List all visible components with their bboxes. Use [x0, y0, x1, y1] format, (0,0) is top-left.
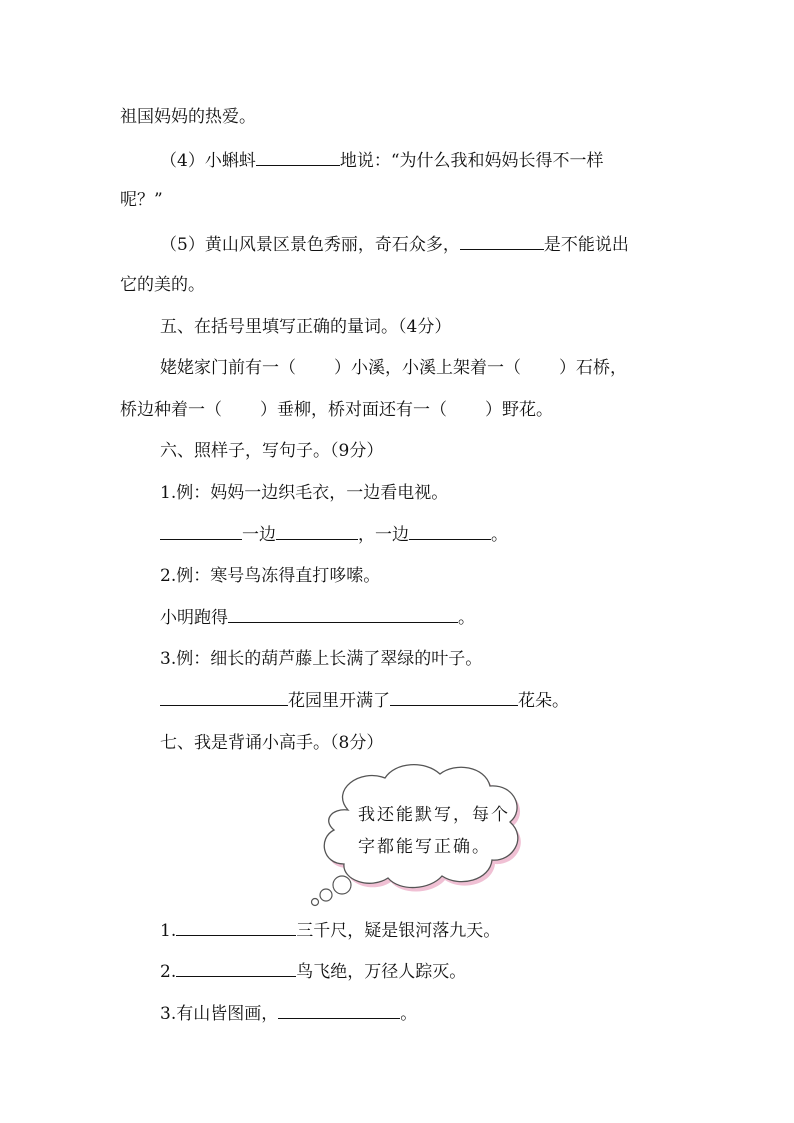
- sentence-part: ）野花。: [485, 400, 553, 420]
- sentence-part: ）小溪，小溪上架着一（: [334, 358, 521, 378]
- answer-3: [160, 689, 569, 712]
- answer-1-text: ，一边: [358, 525, 409, 545]
- section-5-sentence-1: [160, 357, 627, 379]
- poem-question-1-blank[interactable]: [176, 919, 296, 936]
- poem-question-1-text: 三千尺，疑是银河落九天。: [296, 921, 501, 941]
- question-5-blank[interactable]: [460, 233, 544, 250]
- answer-2-text: 小明跑得: [160, 608, 228, 628]
- poem-question-2-text: 鸟飞绝，万径人踪灭。: [296, 962, 467, 982]
- poem-question-2-blank[interactable]: [176, 960, 296, 977]
- poem-question-3-blank[interactable]: [278, 1002, 400, 1019]
- question-4-label: （4）小蝌蚪: [160, 151, 256, 171]
- question-4: [160, 149, 604, 172]
- answer-1: [160, 523, 508, 546]
- answer-2-text: 。: [458, 608, 475, 628]
- poem-question-2-number: 2.: [160, 962, 177, 982]
- section-7-title: 七、我是背诵小高手。（8分）: [160, 733, 384, 753]
- example-3: 3.例：细长的葫芦藤上长满了翠绿的叶子。: [160, 649, 483, 669]
- answer-2-blank[interactable]: [228, 606, 458, 623]
- poem-question-1-number: 1.: [160, 921, 177, 941]
- answer-1-text: 一边: [242, 525, 276, 545]
- answer-3-text: 花园里开满了: [288, 691, 390, 711]
- answer-1-blank-3[interactable]: [409, 523, 491, 540]
- answer-1-text: 。: [491, 525, 508, 545]
- answer-1-blank-2[interactable]: [276, 523, 358, 540]
- poem-question-2: [160, 960, 466, 983]
- example-2: 2.例：寒号鸟冻得直打哆嗦。: [160, 566, 381, 586]
- example-1: 1.例：妈妈一边织毛衣，一边看电视。: [160, 483, 449, 503]
- poem-question-3-text: 。: [400, 1004, 418, 1024]
- section-6-title: 六、照样子，写句子。（9分）: [160, 441, 384, 461]
- poem-question-3-text: 3.有山皆图画，: [160, 1004, 279, 1024]
- question-4-line2: 呢？”: [120, 190, 163, 210]
- answer-3-blank-2[interactable]: [390, 689, 518, 706]
- answer-1-blank-1[interactable]: [160, 523, 242, 540]
- question-4-text: 地说：“为什么我和妈妈长得不一样: [339, 151, 604, 171]
- poem-question-3: [160, 1002, 417, 1025]
- answer-3-blank-1[interactable]: [160, 689, 288, 706]
- poem-question-1: [160, 919, 500, 942]
- section-5-title: 五、在括号里填写正确的量词。（4分）: [160, 317, 452, 337]
- answer-2: [160, 606, 475, 629]
- question-5-text: 是不能说出: [543, 235, 629, 255]
- question-5-line2: 它的美的。: [120, 275, 205, 295]
- bubble-line-2: 字都能写正确。: [358, 837, 491, 857]
- sentence-part: ）垂柳，桥对面还有一（: [260, 400, 447, 420]
- q3-continuation: 祖国妈妈的热爱。: [120, 107, 256, 127]
- sentence-part: 桥边种着一（: [120, 400, 222, 420]
- section-5-sentence-2: [120, 399, 553, 421]
- question-5: [160, 233, 629, 256]
- question-4-blank[interactable]: [256, 149, 340, 166]
- question-5-label: （5）黄山风景区景色秀丽，奇石众多，: [160, 235, 460, 255]
- answer-3-text: 花朵。: [518, 691, 569, 711]
- bubble-line-1: 我还能默写，每个: [358, 805, 510, 825]
- sentence-part: 姥姥家门前有一（: [160, 358, 296, 378]
- sentence-part: ）石桥，: [559, 358, 627, 378]
